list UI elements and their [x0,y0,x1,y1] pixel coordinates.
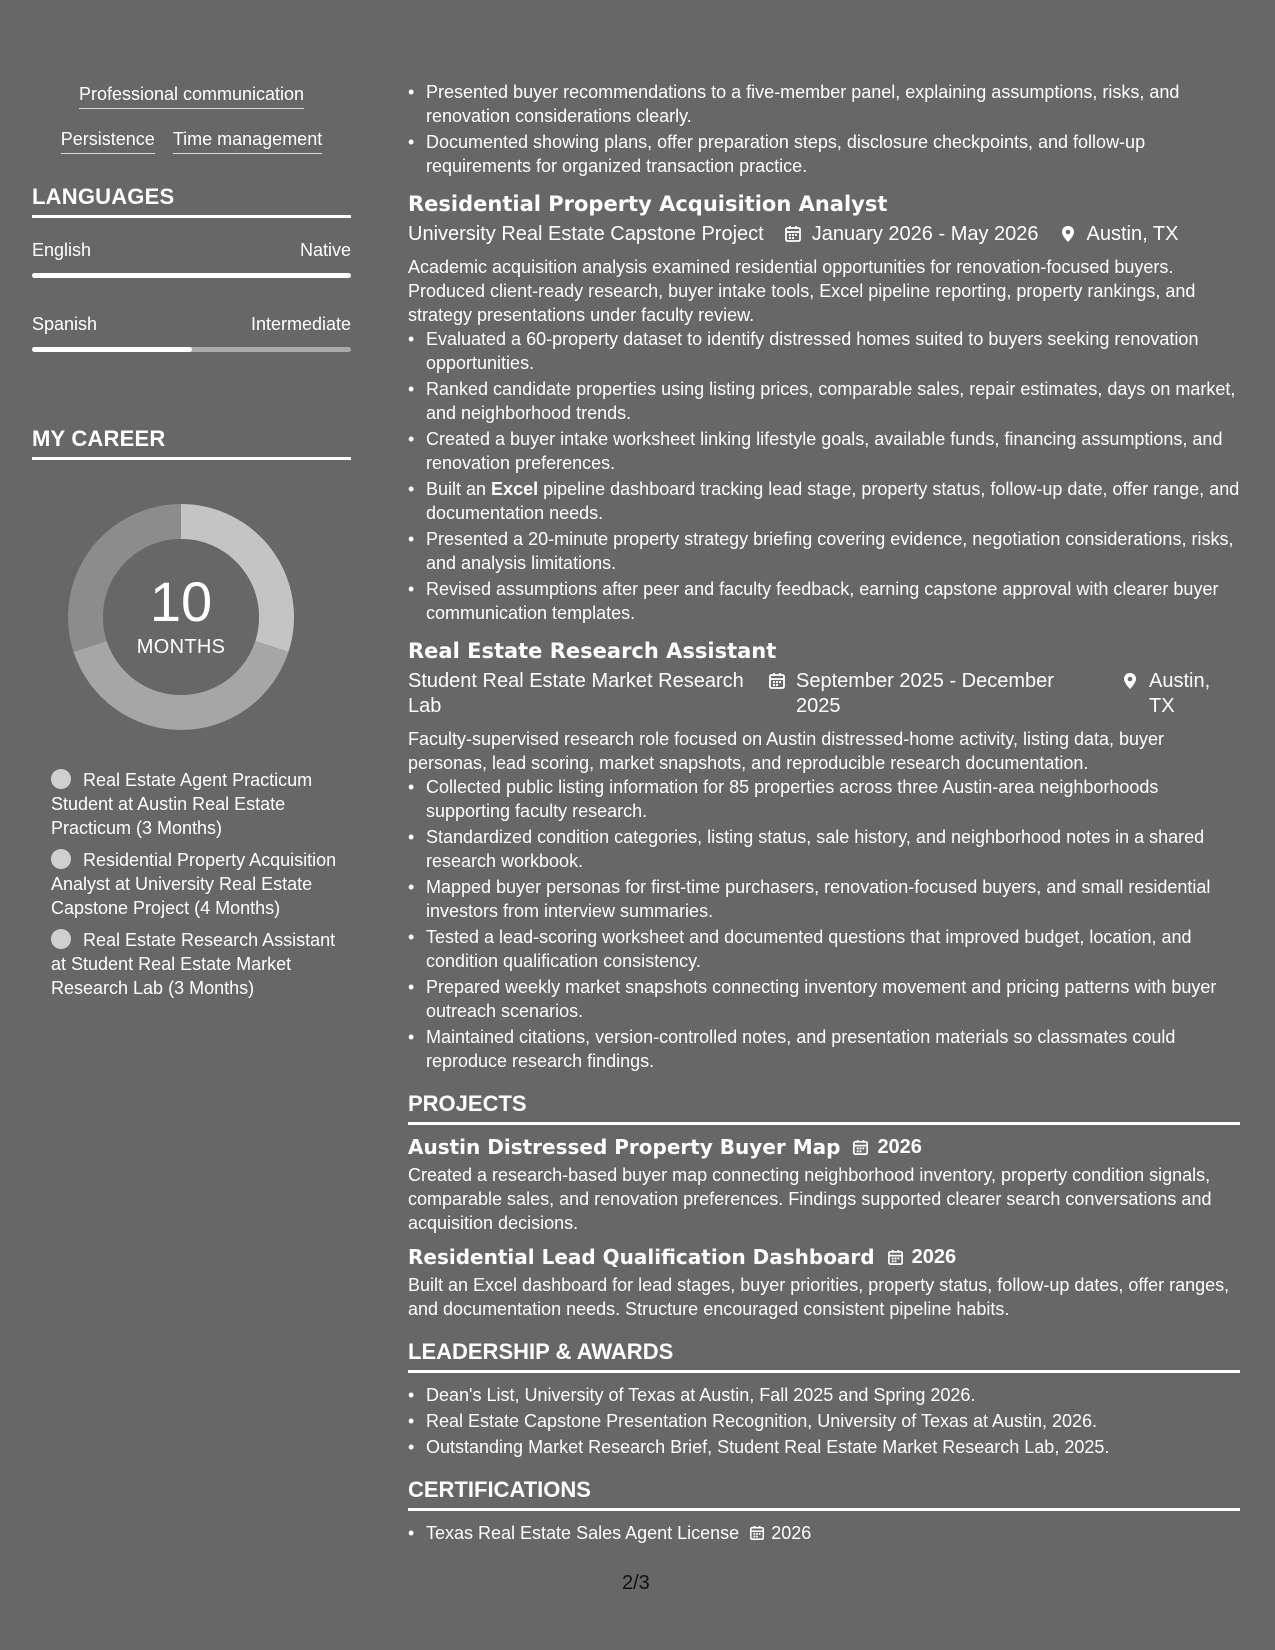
job-location: Austin, TX [1086,223,1179,245]
certifications-list [408,1521,1240,1545]
project-year: 2026 [911,1245,957,1268]
bullet-item: • Built an Excel pipeline dashboard tracking lead stage, property status, follow-up date, offer range, and documentation needs. [426,477,1240,525]
timeline-dot-icon [51,769,71,789]
project-description: Created a research-based buyer map connecting neighborhood inventory, property condition signals, comparable sales, and renovation preferences. Findings supported clearer search conversations and acquisition decisions. [408,1165,1212,1233]
bullet-item: • Mapped buyer personas for first-time purchasers, renovation-focused buyers, and small residential investors from interview summaries. [426,875,1240,923]
bullet-item: • Presented buyer recommendations to a five-member panel, explaining assumptions, risks, and renovation considerations clearly. [426,80,1240,128]
bullet-item: • Collected public listing information for 85 properties across three Austin-area neighborhoods supporting faculty research. [426,775,1240,823]
job-dates: January 2026 - May 2026 [811,223,1039,245]
awards-list [408,1383,1240,1459]
language-bar-fill [32,273,351,278]
bullet-item: • Ranked candidate properties using listing prices, comparable sales, repair estimates, days on market, and neighborhood trends. [426,377,1240,425]
job-meta [408,222,1240,247]
career-total-unit: MONTHS [136,636,226,658]
job-description: Faculty-supervised research role focused on Austin distressed-home activity, listing data, buyer personas, lead scoring, market snapshots, and reproducible research documentation. [408,729,1165,773]
award-item: • Real Estate Capstone Presentation Recognition, University of Texas at Austin, 2026. [426,1409,1240,1433]
language-bar-fill [32,347,192,352]
bullet-item: • Maintained citations, version-controlled notes, and presentation materials so classmates could reproduce research findings. [426,1025,1240,1073]
bullet-item: • Prepared weekly market snapshots connecting inventory movement and pricing patterns with buyer outreach scenarios. [426,975,1240,1023]
timeline-dot-icon [51,929,71,949]
career-timeline-item: Real Estate Research Assistant at Student Real Estate Market Research Lab (3 Months) [51,930,336,998]
language-name: English [32,240,92,260]
projects-heading: PROJECTS [408,1091,1240,1125]
career-timeline [51,768,341,1000]
job-organization: University Real Estate Capstone Project [408,223,764,245]
job-title: Real Estate Research Assistant [408,639,777,663]
left-column [32,84,351,1008]
calendar-icon [768,672,786,690]
job-entry [408,639,1240,1073]
career-heading: MY CAREER [32,426,351,460]
award-item: • Outstanding Market Research Brief, Student Real Estate Market Research Lab, 2025. [426,1435,1240,1459]
certification-name: Texas Real Estate Sales Agent License [426,1523,740,1543]
skills-row [32,129,351,154]
language-level: Intermediate [250,314,351,334]
career-total-number: 10 [149,570,213,633]
bullet-item: • Presented a 20-minute property strategy briefing covering evidence, negotiation considerations, risks, and analysis limitations. [426,527,1240,575]
page-number: 2/3 [622,1572,650,1594]
awards-heading: LEADERSHIP & AWARDS [408,1339,1240,1373]
certification-item [426,1521,1240,1545]
job-bullets [408,327,1240,625]
job-description: Academic acquisition analysis examined residential opportunities for renovation-focused buyers. Produced client-ready research, buyer intake tools, Excel pipeline reporting, property rankings, and strategy presentations under faculty review. [408,257,1196,325]
bullet-item: • Evaluated a 60-property dataset to identify distressed homes suited to buyers seeking renovation opportunities. [426,327,1240,375]
language-bar [32,273,351,278]
job-bullets [408,775,1240,1073]
certifications-heading: CERTIFICATIONS [408,1477,1240,1511]
calendar-icon [852,1139,869,1156]
project-description: Built an Excel dashboard for lead stages, buyer priorities, property status, follow-up dates, offer ranges, and documentation needs. Structure encouraged consistent pipeline habits. [408,1275,1230,1319]
previous-job-bullets [408,80,1240,178]
bullet-item: • Tested a lead-scoring worksheet and documented questions that improved budget, location, and condition qualification consistency. [426,925,1240,973]
location-pin-icon [1121,672,1139,690]
language-item [32,314,351,352]
career-timeline-item: Real Estate Agent Practicum Student at Austin Real Estate Practicum (3 Months) [51,770,313,838]
project-entry [408,1245,1240,1321]
skill-tag: Professional communication [79,84,304,109]
calendar-icon [784,225,802,243]
job-title: Residential Property Acquisition Analyst [408,192,888,216]
project-title: Austin Distressed Property Buyer Map [408,1135,841,1159]
project-entry [408,1135,1240,1235]
location-pin-icon [1059,225,1077,243]
career-timeline-item: Residential Property Acquisition Analyst at University Real Estate Capstone Project (4 Months) [51,850,337,918]
calendar-icon [887,1249,904,1266]
bullet-item: • Documented showing plans, offer preparation steps, disclosure checkpoints, and follow-up requirements for organized transaction practice. [426,130,1240,178]
calendar-icon [749,1525,765,1541]
award-item: • Dean's List, University of Texas at Austin, Fall 2025 and Spring 2026. [426,1383,1240,1407]
languages-heading: LANGUAGES [32,184,351,218]
job-organization: Student Real Estate Market Research Lab [408,670,744,717]
certification-year: 2026 [771,1523,812,1543]
bullet-item: • Created a buyer intake worksheet linking lifestyle goals, available funds, financing assumptions, and renovation preferences. [426,427,1240,475]
skill-tag: Time management [173,129,322,154]
language-item [32,240,351,278]
right-column [408,80,1240,1547]
career-donut-chart [66,502,296,732]
bullet-item: • Revised assumptions after peer and faculty feedback, earning capstone approval with clearer buyer communication templates. [426,577,1240,625]
language-name: Spanish [32,314,98,334]
project-title: Residential Lead Qualification Dashboard [408,1245,875,1269]
job-meta [408,669,1240,719]
skills-row [32,84,351,109]
timeline-dot-icon [51,849,71,869]
job-location: Austin, TX [1148,670,1211,717]
project-year: 2026 [877,1135,922,1158]
skill-tag: Persistence [61,129,155,154]
job-dates: September 2025 - December 2025 [796,670,1054,717]
job-entry [408,192,1240,625]
language-level: Native [299,240,351,260]
language-bar [32,347,351,352]
bullet-item: • Standardized condition categories, listing status, sale history, and neighborhood notes in a shared research workbook. [426,825,1240,873]
